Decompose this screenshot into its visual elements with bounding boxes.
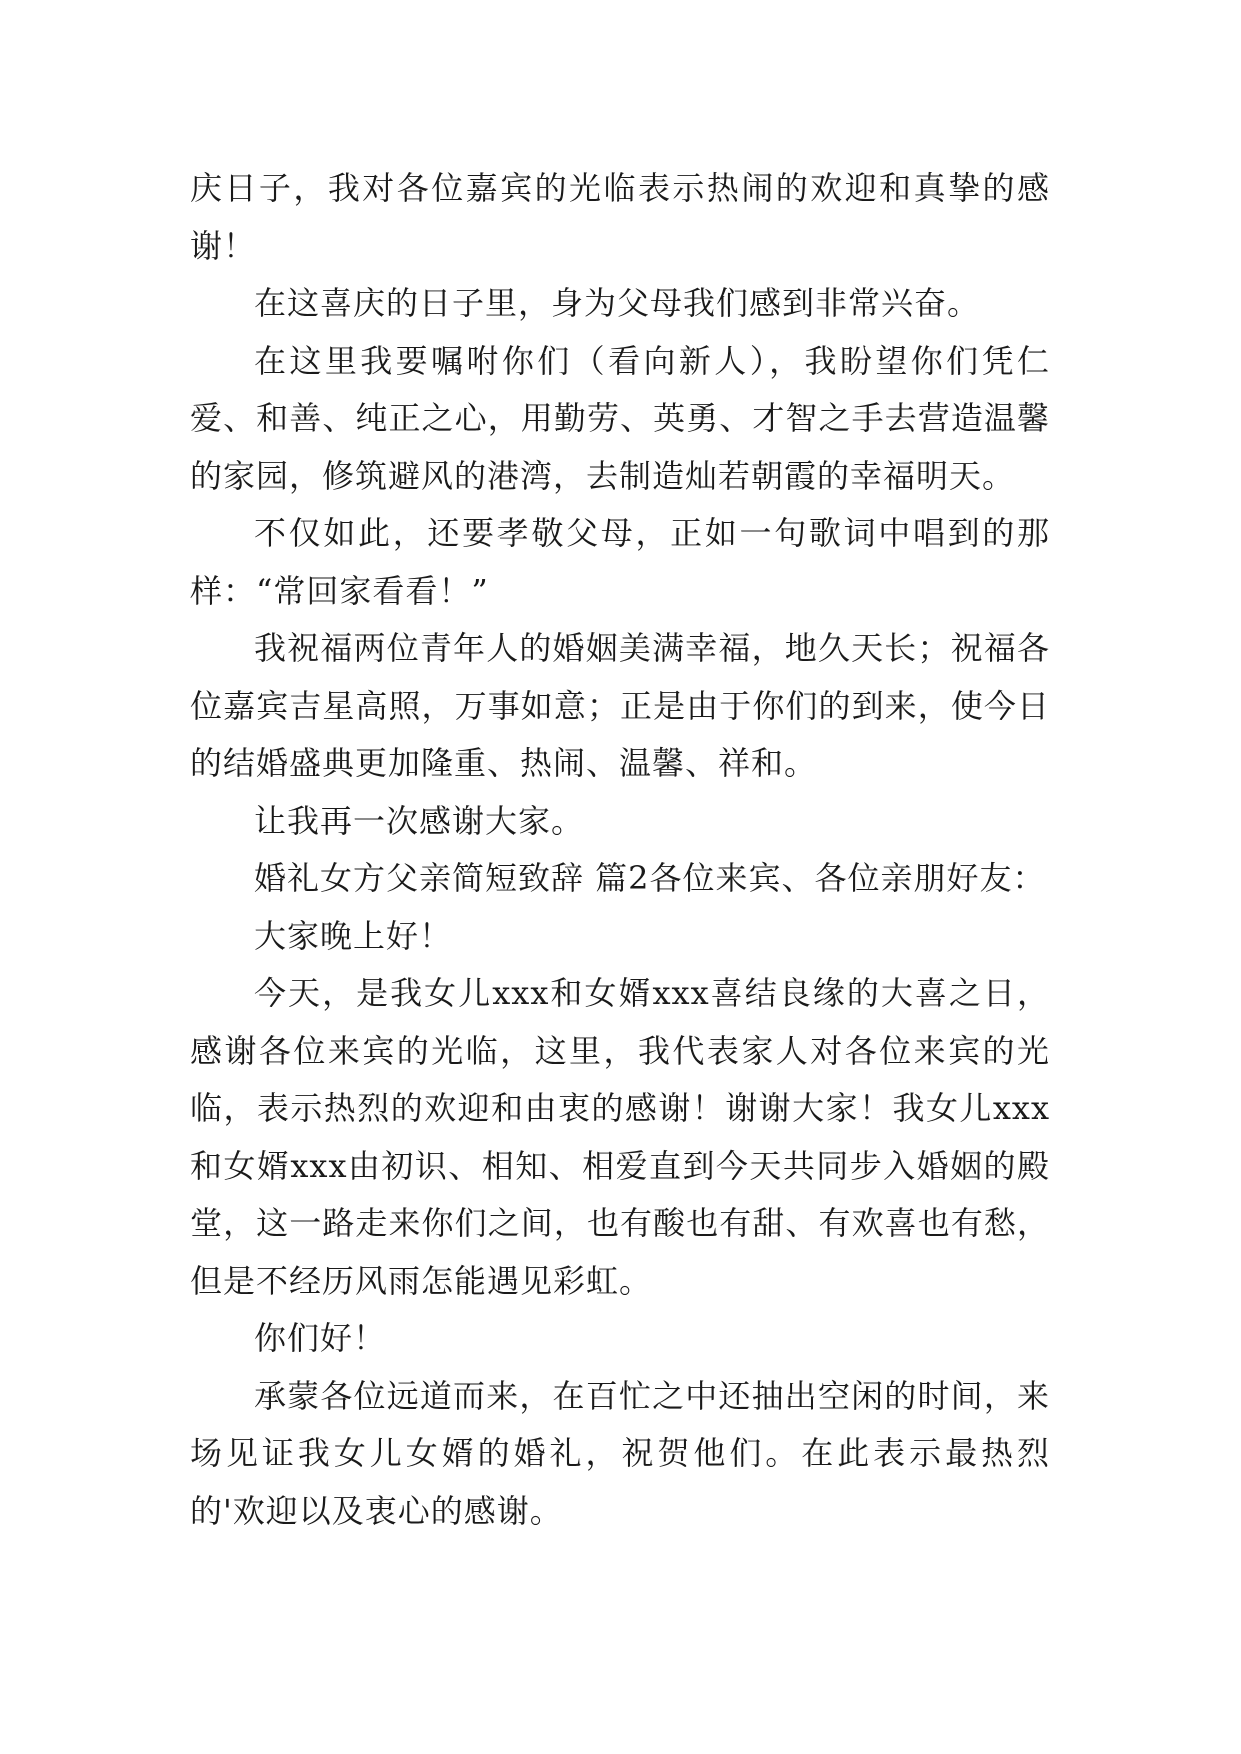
paragraph-11: 承蒙各位远道而来，在百忙之中还抽出空闲的时间，来场见证我女儿女婿的婚礼，祝贺他们。在此表示最热烈的'欢迎以及衷心的感谢。 <box>190 1376 1050 1530</box>
paragraph-5: 我祝福两位青年人的婚姻美满幸福，地久天长；祝福各位嘉宾吉星高照，万事如意；正是由于你们的到来，使今日的结婚盛典更加隆重、热闹、温馨、祥和。 <box>190 629 1050 782</box>
paragraph-3: 在这里我要嘱咐你们（看向新人），我盼望你们凭仁爱、和善、纯正之心，用勤劳、英勇、才智之手去营造温馨的家园，修筑避风的港湾，去制造灿若朝霞的幸福明天。 <box>190 341 1050 495</box>
paragraph-10: 你们好！ <box>254 1319 387 1357</box>
paragraph-6: 让我再一次感谢大家。 <box>254 801 585 840</box>
paragraph-1: 庆日子，我对各位嘉宾的光临表示热闹的欢迎和真挚的感谢！ <box>190 169 1050 265</box>
document-body <box>190 160 1050 1540</box>
section-heading-paragraph: 婚礼女方父亲简短致辞 篇2各位来宾、各位亲朋好友： <box>254 859 1046 897</box>
paragraph-9: 今天，是我女儿xxx和女婿xxx喜结良缘的大喜之日，感谢各位来宾的光临，这里，我代表家人对各位来宾的光临，表示热烈的欢迎和由衷的感谢！谢谢大家！我女儿xxx和女婿xxx由初识、相知、相爱直到今天共同步入婚姻的殿堂，这一路走来你们之间，也有酸也有甜、有欢喜也有愁，但是不经历风雨怎能遇见彩虹。 <box>190 974 1050 1300</box>
paragraph-2: 在这喜庆的日子里，身为父母我们感到非常兴奋。 <box>254 284 981 322</box>
paragraph-4: 不仅如此，还要孝敬父母，正如一句歌词中唱到的那样：“常回家看看！” <box>190 514 1050 610</box>
paragraph-8: 大家晚上好！ <box>254 916 453 955</box>
